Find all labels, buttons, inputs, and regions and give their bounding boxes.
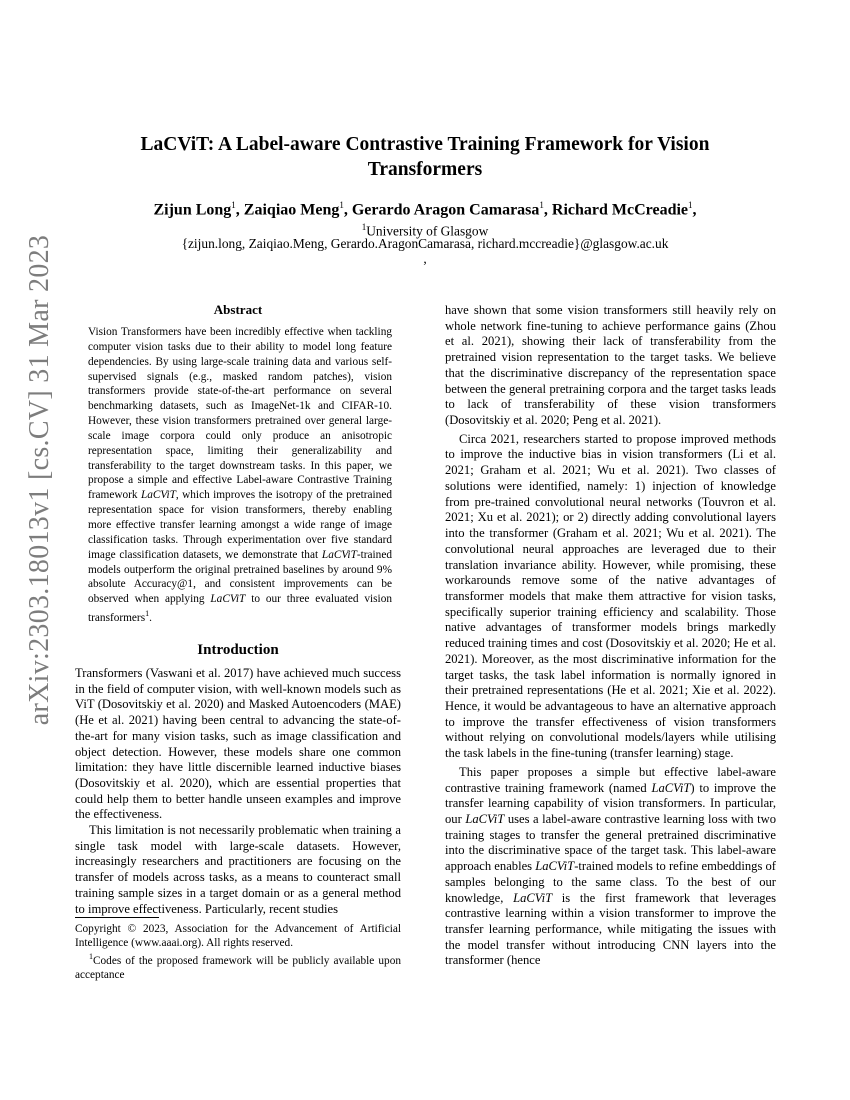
footnote-link[interactable]: 1 bbox=[145, 609, 150, 619]
body-text: This paper proposes a simple but effective label-aware contrastive training framework (named bbox=[445, 764, 776, 795]
copyright-notice: Copyright © 2023, Association for the Advancement of Artificial Intelligence (www.aaai.org). All rights reserved. bbox=[75, 923, 401, 950]
paper-title bbox=[100, 132, 750, 182]
author-name: Zijun Long bbox=[153, 201, 232, 219]
abstract-text: -trained models outperform the original pretrained baselines by around 9% absolute Accuracy@1, and consistent improvements can be observed when applying bbox=[88, 548, 392, 606]
framework-name: LaCViT bbox=[535, 859, 575, 874]
footnote bbox=[75, 950, 401, 982]
framework-name: LaCViT bbox=[513, 890, 553, 905]
abstract-text: , which improves the isotropy of the pretrained representation space for vision transformers, thereby enabling more effective transfer learning amongst a wide range of image classification tasks. Through experimentation over five standard image classification datasets, we demonstrate that bbox=[88, 489, 392, 561]
author-emails[interactable]: {zijun.long, Zaiqiao.Meng, Gerardo.AragonCamarasa, richard.mccreadie}@glasgow.ac.uk bbox=[181, 236, 669, 251]
footnote-text: Codes of the proposed framework will be publicly available upon acceptance bbox=[75, 955, 401, 982]
footnotes bbox=[75, 922, 401, 983]
framework-name: LaCViT bbox=[651, 780, 691, 795]
stray-comma: , bbox=[423, 251, 427, 266]
footnote-mark: 1 bbox=[89, 952, 93, 962]
author-name: Richard McCreadie bbox=[551, 201, 689, 219]
abstract-text: . bbox=[149, 611, 152, 624]
body-text: is the first framework that leverages contrastive learning within a vision transformer to improve the transfer learning performance, while mitigating the issues with the model transfer without introducing CNN layers into the transformer (hence bbox=[445, 890, 776, 968]
affiliation-mark: 1 bbox=[361, 222, 367, 232]
abstract-text: to our three evaluated vision transformers bbox=[88, 593, 392, 624]
title-line-2: Transformers bbox=[367, 159, 483, 180]
author-affiliation-mark: 1 bbox=[231, 200, 236, 210]
affiliation-name: University of Glasgow bbox=[366, 223, 489, 239]
arxiv-identifier[interactable]: arXiv:2303.18013v1 [cs.CV] 31 Mar 2023 bbox=[24, 234, 55, 726]
intro-paragraph: Transformers (Vaswani et al. 2017) have achieved much success in the field of computer vision, with well-known models such as ViT (Dosovitskiy et al. 2020) and Masked Autoencoders (MAE) (He et al. 2021) having been central to advancing the state-of-the-art for many vision tasks, such as image classification and object detection. However, these models share one common limitation: they have little discernible learned inductive biases (Dosovitskiy et al. 2020), which are essential properties that could help them to better handle unseen examples and improve the effectiveness. bbox=[75, 666, 401, 822]
author-separator: , bbox=[543, 201, 552, 219]
framework-name: LaCViT bbox=[465, 812, 505, 826]
author-name: Gerardo Aragon Camarasa bbox=[351, 201, 540, 219]
author-separator: , bbox=[235, 201, 244, 219]
abstract-heading: Abstract bbox=[213, 302, 263, 317]
author-name: Zaiqiao Meng bbox=[243, 201, 340, 219]
introduction-heading: Introduction bbox=[197, 642, 279, 658]
author-affiliation-mark: 1 bbox=[339, 200, 344, 210]
footnote-divider bbox=[75, 917, 159, 918]
right-column bbox=[445, 303, 776, 972]
author-affiliation-mark: 1 bbox=[539, 200, 544, 210]
author-separator: , bbox=[692, 201, 697, 219]
intro-paragraph: This limitation is not necessarily problematic when training a single task model with large-scale datasets. However, increasingly researchers and practitioners are focusing on the transfer of models across tasks, as a means to counteract small training sample sizes in a target domain or as a general method to improve effectiveness. Particularly, recent studies bbox=[75, 823, 401, 916]
body-text: uses a label-aware contrastive learning loss with two training stages to transfer the general pretrained discriminative into the discriminative space of the target task. This label-aware approach enables bbox=[445, 812, 776, 874]
body-paragraph: Circa 2021, researchers started to propose improved methods to improve the inductive bias in vision transformers (Li et al. 2021; Graham et al. 2021; Wu et al. 2021). Two classes of solutions were identified, namely: 1) injection of knowledge from pre-trained convolutional neural networks (Touvron et al. 2021; Xu et al. 2021); or 2) directly adding convolutional layers into the transformer (Graham et al. 2021; Wu et al. 2021). The convolutional neural approaches are leveraged due to their translation invariance ability. However, while promising, these workarounds remove some of the native advantages of transformer models that make them attractive for vision tasks, specifically superior training efficiency and scalability. Those native advantages of transformer models brings markedly reduced training times and cost (Dosovitskiy et al. 2020; He et al. 2021). Moreover, as the most discriminative information for the target tasks, the task label information is normally ignored in their pretrained representations (He et al. 2021; Xie et al. 2022). Hence, it would be advantageous to have an alternative approach to improve the transfer effectiveness of vision transformers without relying on convolutional models/layers while utilising the task labels in the fine-tuning (transfer learning) stage. bbox=[445, 431, 776, 761]
body-paragraph: have shown that some vision transformers still heavily rely on whole network fine-tuning to achieve performance gains (Zhou et al. 2021), showing their lack of transferability from the pretrained vision representation to the target tasks. We believe that the discriminative discrepancy of the representation space between the general pretraining corpora and the target tasks leads to lack of transferability of these vision transformers (Dosovitskiy et al. 2020; Peng et al. 2021). bbox=[445, 303, 776, 428]
framework-name: LaCViT bbox=[210, 593, 246, 606]
abstract-body bbox=[88, 325, 392, 626]
body-text: -trained models to refine embeddings of samples belonging to the same class. To the best of our knowledge, bbox=[445, 859, 776, 905]
author-affiliation-mark: 1 bbox=[688, 200, 693, 210]
body-paragraph bbox=[445, 765, 776, 969]
framework-name: LaCViT bbox=[140, 489, 176, 502]
abstract-text: Vision Transformers have been incredibly effective when tackling computer vision tasks due to their ability to model long feature dependencies. By using large-scale training data and various self-supervised signals (e.g., masked random patches), vision transformers provide state-of-the-art performance on several benchmarking datasets, such as ImageNet-1k and CIFAR-10. However, these vision transformers pretrained over general large-scale image corpora could only produce an anisotropic representation space, limiting their generalizability and transferability to the target downstream tasks. In this paper, we propose a simple and effective Label-aware Contrastive Training framework bbox=[88, 326, 392, 502]
body-text: ) to improve the transfer learning capability of vision transformers. In particular, our bbox=[445, 780, 776, 826]
author-list bbox=[80, 195, 770, 220]
introduction-body bbox=[75, 666, 401, 917]
title-line-1: LaCViT: A Label-aware Contrastive Training Framework for Vision bbox=[140, 134, 710, 155]
framework-name: LaCViT bbox=[321, 548, 357, 561]
author-separator: , bbox=[343, 201, 352, 219]
